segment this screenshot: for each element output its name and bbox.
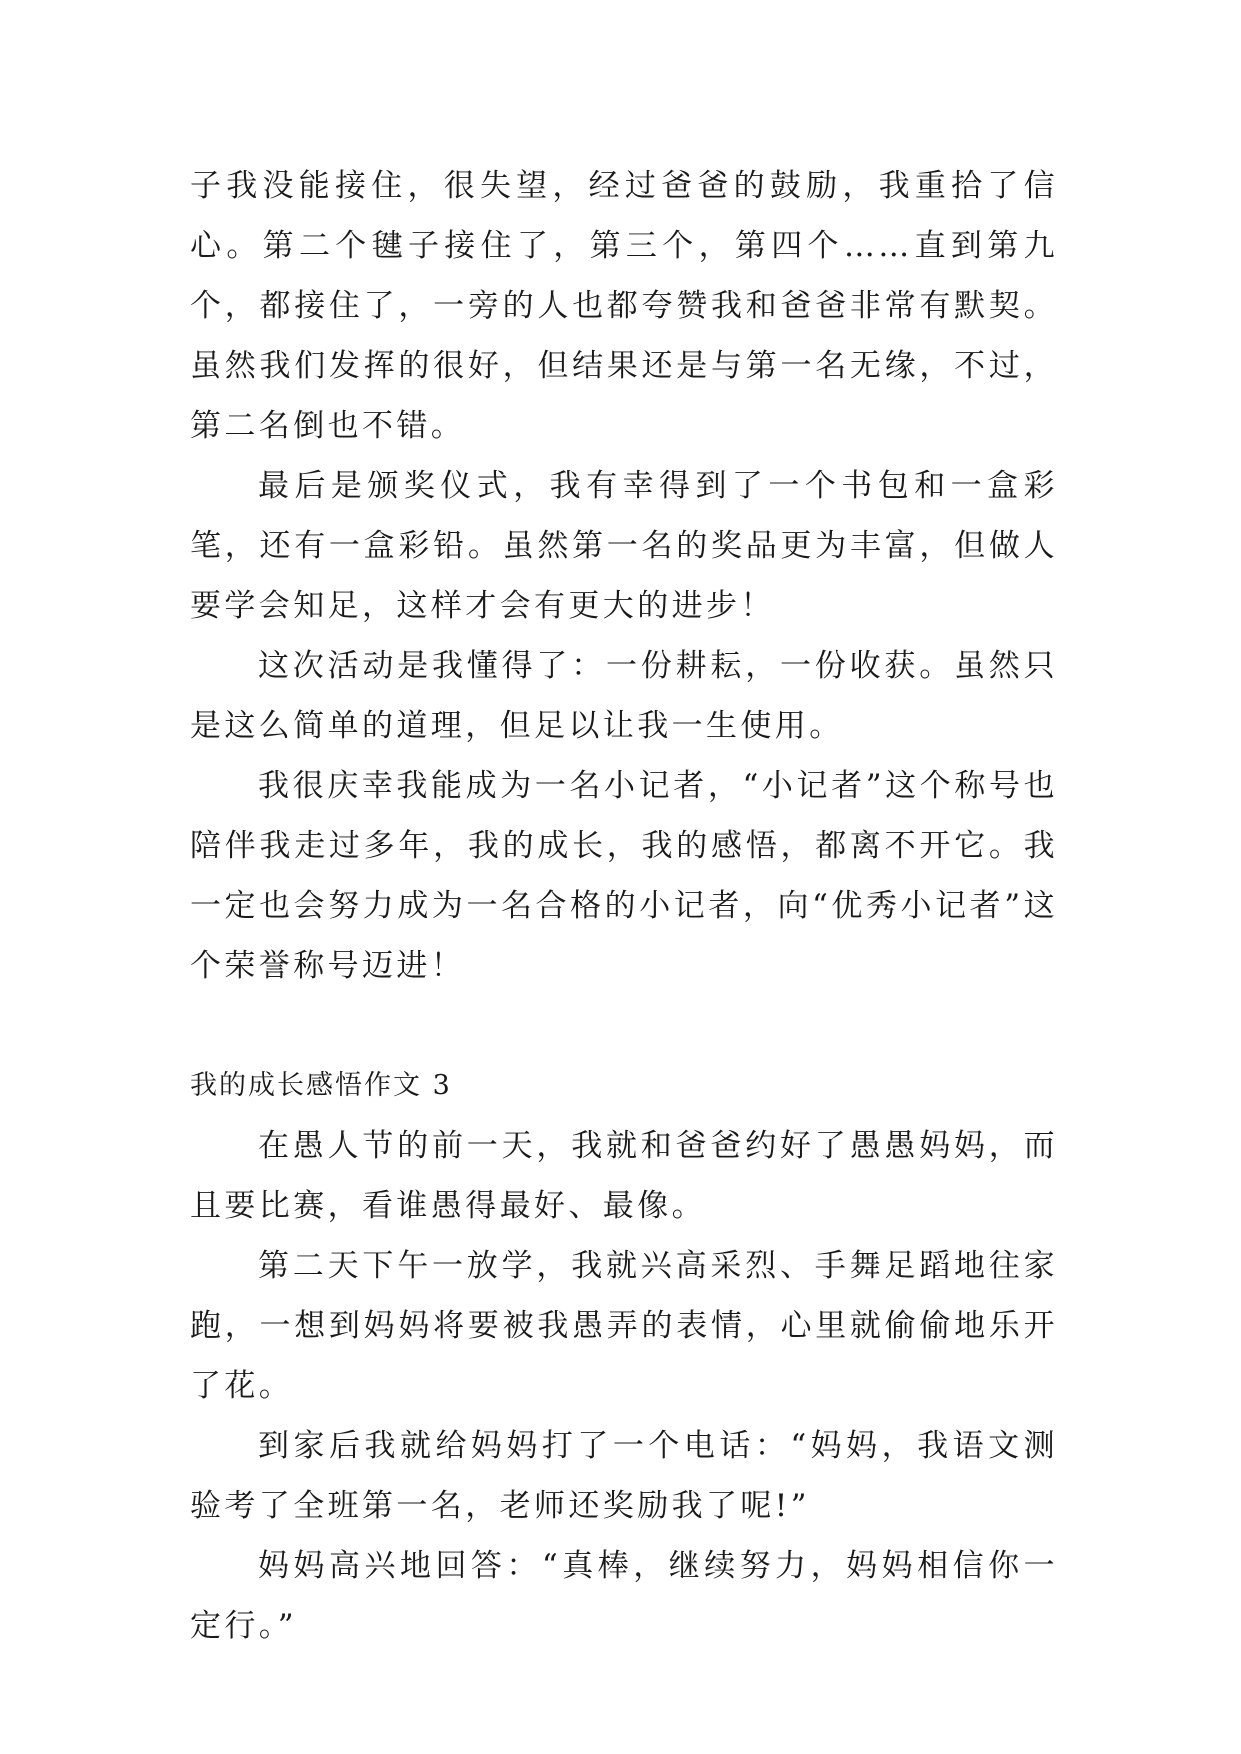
paragraph: 我很庆幸我能成为一名小记者，“小记者”这个称号也陪伴我走过多年，我的成长，我的感悟，都离不开它。我一定也会努力成为一名合格的小记者，向“优秀小记者”这个荣誉称号迈进！ xyxy=(190,768,1058,984)
section-spacer xyxy=(190,996,1058,1056)
paragraph: 到家后我就给妈妈打了一个电话：“妈妈，我语文测验考了全班第一名，老师还奖励我了呢!” xyxy=(190,1428,1058,1524)
paragraph: 这次活动是我懂得了：一份耕耘，一份收获。虽然只是这么简单的道理，但足以让我一生使用。 xyxy=(190,648,1058,744)
paragraph: 妈妈高兴地回答：“真棒，继续努力，妈妈相信你一定行。” xyxy=(190,1548,1058,1644)
paragraph: 子我没能接住，很失望，经过爸爸的鼓励，我重拾了信心。第二个毽子接住了，第三个，第四个……直到第九个，都接住了，一旁的人也都夸赞我和爸爸非常有默契。虽然我们发挥的很好，但结果还是与第一名无缘，不过，第二名倒也不错。 xyxy=(190,168,1058,444)
section-title: 我的成长感悟作文 3 xyxy=(190,1070,452,1101)
paragraph: 最后是颁奖仪式，我有幸得到了一个书包和一盒彩笔，还有一盒彩铅。虽然第一名的奖品更为丰富，但做人要学会知足，这样才会有更大的进步！ xyxy=(190,468,1058,624)
document-body xyxy=(190,156,1058,1656)
paragraph: 在愚人节的前一天，我就和爸爸约好了愚愚妈妈，而且要比赛，看谁愚得最好、最像。 xyxy=(190,1128,1058,1224)
paragraph: 第二天下午一放学，我就兴高采烈、手舞足蹈地往家跑，一想到妈妈将要被我愚弄的表情，心里就偷偷地乐开了花。 xyxy=(190,1248,1058,1404)
